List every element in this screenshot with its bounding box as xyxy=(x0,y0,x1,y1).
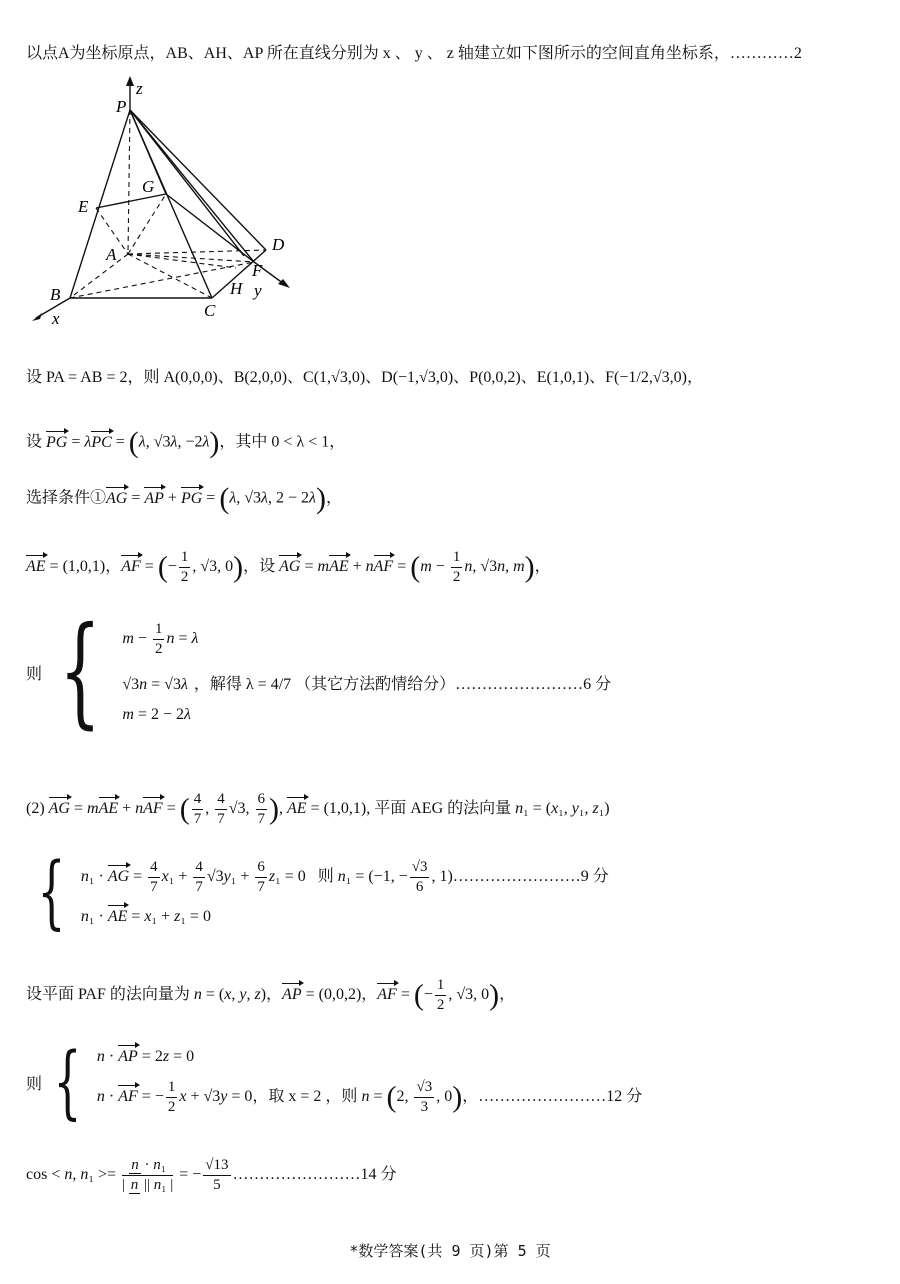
label-y: y xyxy=(254,281,262,300)
system-2: { n₁ · AG = $\frac{4}{7}$ x₁ + $\frac{4}{7}$ √3y₁ + $\frac{6}{7}$ z₁ = 0 则 n₁ = (−1, − $\frac{√3}{6}$ , 1)……………………9 分 n₁ · AE = x₁ + z₁ = 0 xyxy=(37,845,609,938)
label-D: D xyxy=(272,235,285,254)
ae-af-line: AE = (1,0,1)，AF = (− $\frac{1}{2}$ , √3, 0)，设 AG = mAE + nAF = (m − $\frac{1}{2}$ n, √3n, m)， xyxy=(26,549,551,585)
label-E: E xyxy=(78,197,89,216)
condition-line: 选择条件①AG = AP + PG = (λ, √3λ, 2 − 2λ)， xyxy=(26,482,342,515)
label-H: H xyxy=(230,279,243,298)
intro-line: 以点A为坐标原点，AB、AH、AP 所在直线分别为 x 、 y 、 z 轴建立如下图所示的空间直角坐标系，…………2 xyxy=(26,45,802,62)
coords-line: 设 PA = AB = 2，则 A(0,0,0)、B(2,0,0)、C(1,√3,0)、D(−1,√3,0)、P(0,0,2)、E(1,0,1)、F(−1/2,√3,0)， xyxy=(26,369,703,386)
system-1: 则 { m − $\frac{1}{2}$ n = λ √3n = √3λ ，解得 λ = 4/7 （其它方法酌情给分）……………………6 分 m = 2 − 2λ xyxy=(26,602,612,741)
label-x: x xyxy=(52,309,60,328)
pg-line: 设 PG = λPC = (λ, √3λ, −2λ)，其中 0 < λ < 1， xyxy=(26,426,346,459)
cos-line: cos < n, n₁ >= $\frac{\text{n · n₁}}{\text{| n || n₁ |}}$ = − $\frac{√13}{5}$ ……………………14 分 xyxy=(26,1157,397,1193)
label-C: C xyxy=(204,301,216,320)
label-B: B xyxy=(50,285,61,304)
label-F: F xyxy=(252,261,263,280)
pyramid-figure xyxy=(26,72,326,332)
coords-values: A(0,0,0)、B(2,0,0)、C(1,√3,0)、D(−1,√3,0)、P(0,0,2)、E(1,0,1)、F(−1/2,√3,0)， xyxy=(163,369,703,386)
page-footer: *数学答案(共 9 页)第 5 页 xyxy=(349,1242,551,1260)
label-z: z xyxy=(136,79,143,98)
paf-line: 设平面 PAF 的法向量为 n = (x, y, z)，AP = (0,0,2)，AF = (− $\frac{1}{2}$ , √3, 0)， xyxy=(26,977,516,1013)
system-3: 则 { n · AP = 2z = 0 n · AF = − $\frac{1}{2}$ x + √3y = 0，取 x = 2 ，则 n = (2, $\frac{√3}{3}$ , 0)，……………………12 分 xyxy=(26,1035,643,1128)
label-A: A xyxy=(106,245,117,264)
label-P: P xyxy=(116,97,127,116)
label-G: G xyxy=(142,177,155,196)
part2-line: (2) AG = mAE + nAF = ( $\frac{4}{7}$ , $\frac{4}{7}$ √3, $\frac{6}{7}$ ), AE = (1,0,1), 平面 AEG 的法向量 n₁ = (x₁, y₁, z₁) xyxy=(26,791,610,827)
